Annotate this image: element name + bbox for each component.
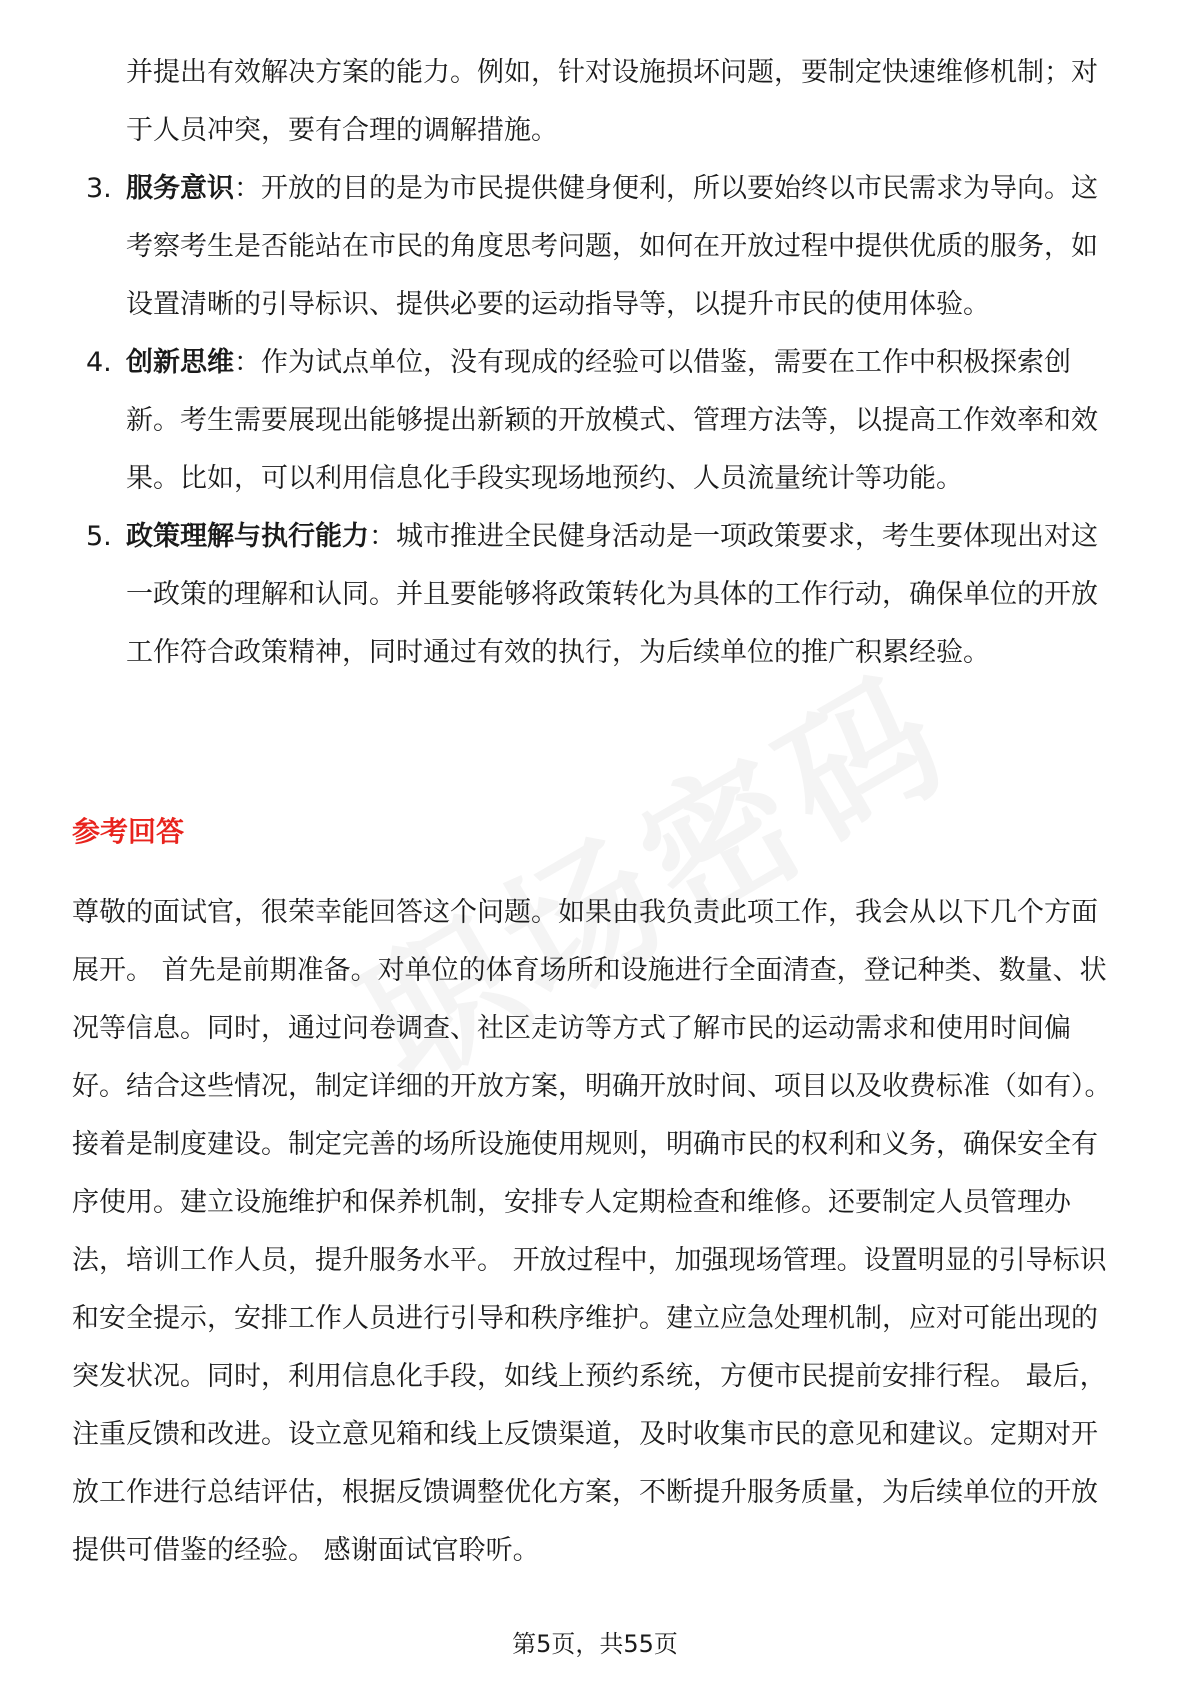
list-number: 5. (86, 521, 112, 552)
list-text: ：作为试点单位，没有现成的经验可以借鉴，需要在工作中积极探索创新。考生需要展现出能够提出新颖的开放模式、管理方法等，以提高工作效率和效果。比如，可以利用信息化手段实现场地预约、人员流量统计等功能。 (126, 347, 1098, 494)
list-text: ：开放的目的是为市民提供健身便利，所以要始终以市民需求为导向。这考察考生是否能站在市民的角度思考问题，如何在开放过程中提供优质的服务，如设置清晰的引导标识、提供必要的运动指导等，以提升市民的使用体验。 (126, 173, 1098, 320)
continued-paragraph: 并提出有效解决方案的能力。例如，针对设施损坏问题，要制定快速维修机制；对于人员冲突，要有合理的调解措施。 (126, 57, 1098, 146)
list-number: 3. (86, 173, 112, 204)
list-item (72, 334, 1122, 508)
list-item (72, 160, 1122, 334)
criteria-list (72, 160, 1122, 682)
list-term: 创新思维 (126, 347, 234, 378)
list-term: 服务意识 (126, 173, 234, 204)
section-heading: 参考回答 (72, 815, 185, 848)
list-item (72, 508, 1122, 682)
page-number: 第5页，共55页 (512, 1630, 678, 1658)
list-number: 4. (86, 347, 112, 378)
list-text: ：城市推进全民健身活动是一项政策要求，考生要体现出对这一政策的理解和认同。并且要能够将政策转化为具体的工作行动，确保单位的开放工作符合政策精神，同时通过有效的执行，为后续单位的推广积累经验。 (126, 521, 1098, 668)
list-term: 政策理解与执行能力 (126, 521, 369, 552)
answer-paragraph: 尊敬的面试官，很荣幸能回答这个问题。如果由我负责此项工作，我会从以下几个方面展开。 首先是前期准备。对单位的体育场所和设施进行全面清查，登记种类、数量、状况等信息。同时，通过问卷调查、社区走访等方式了解市民的运动需求和使用时间偏好。结合这些情况，制定详细的开放方案，明确开放时间、项目以及收费标准（如有）。 接着是制度建设。制定完善的场所设施使用规则，明确市民的权利和义务，确保安全有序使用。建立设施维护和保养机制，安排专人定期检查和维修。还要制定人员管理办法，培训工作人员，提升服务水平。 开放过程中，加强现场管理。设置明显的引导标识和安全提示，安排工作人员进行引导和秩序维护。建立应急处理机制，应对可能出现的突发状况。同时，利用信息化手段，如线上预约系统，方便市民提前安排行程。 最后，注重反馈和改进。设立意见箱和线上反馈渠道，及时收集市民的意见和建议。定期对开放工作进行总结评估，根据反馈调整优化方案，不断提升服务质量，为后续单位的开放提供可借鉴的经验。 感谢面试官聆听。 (72, 897, 1112, 1566)
